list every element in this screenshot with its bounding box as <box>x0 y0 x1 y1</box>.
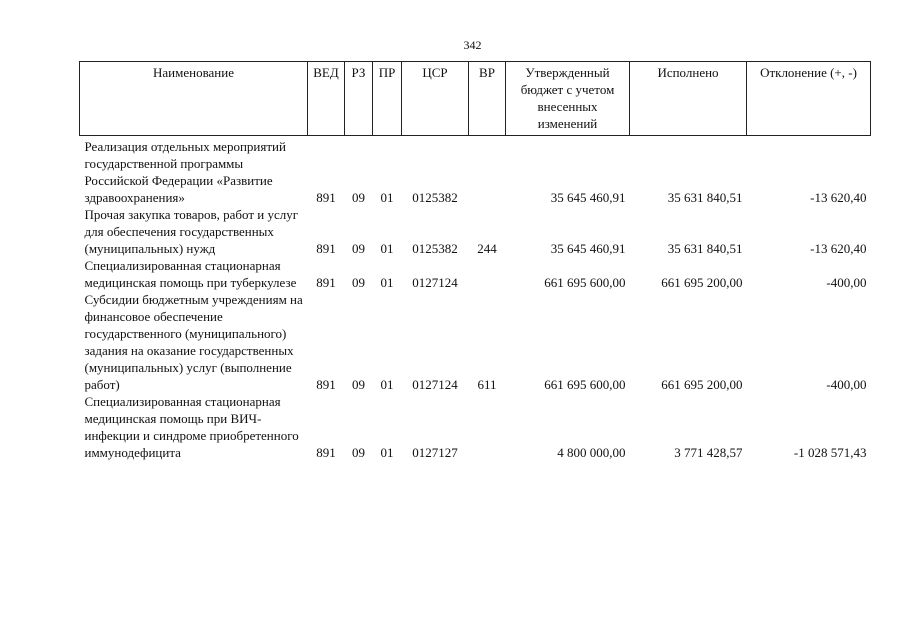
table-row <box>80 291 871 393</box>
header-deviation: Отклонение (+, -) <box>747 62 871 136</box>
budget-execution-table <box>79 61 871 461</box>
row-csr: 0127124 <box>412 377 458 392</box>
row-pr: 01 <box>380 241 394 256</box>
row-rz: 09 <box>352 377 365 392</box>
row-csr: 0125382 <box>412 241 458 256</box>
row-vr <box>469 136 506 207</box>
row-name: Субсидии бюджетным учреждениям на финансовое обеспечение государственного (муниципального) задания на оказание государственных (муниципальных) услуг (выполнение работ) <box>84 292 303 392</box>
row-rz: 09 <box>352 275 365 290</box>
row-vr: 611 <box>477 377 497 392</box>
table-row <box>80 206 871 257</box>
row-name: Специализированная стационарная медицинская помощь при туберкулезе <box>84 258 297 290</box>
row-ved: 891 <box>316 445 336 460</box>
row-rz: 09 <box>352 241 365 256</box>
row-approved: 35 645 460,91 <box>550 241 626 256</box>
header-csr: ЦСР <box>402 62 469 136</box>
row-ved: 891 <box>316 275 336 290</box>
header-vr: ВР <box>469 62 506 136</box>
row-deviation: -13 620,40 <box>810 241 867 256</box>
row-executed: 35 631 840,51 <box>667 241 743 256</box>
row-csr: 0127124 <box>412 275 458 290</box>
row-executed: 661 695 200,00 <box>661 377 743 392</box>
header-ved: ВЕД <box>308 62 345 136</box>
row-approved: 661 695 600,00 <box>544 377 626 392</box>
row-name: Прочая закупка товаров, работ и услуг для обеспечения государственных (муниципальных) нужд <box>84 207 299 256</box>
row-csr: 0127127 <box>412 445 458 460</box>
table-header-row <box>80 62 871 136</box>
row-deviation: -1 028 571,43 <box>793 445 867 460</box>
row-executed: 35 631 840,51 <box>667 190 743 205</box>
row-approved: 35 645 460,91 <box>550 190 626 205</box>
page-number: 342 <box>463 38 482 52</box>
row-ved: 891 <box>316 241 336 256</box>
header-pr: ПР <box>373 62 402 136</box>
table-row <box>80 393 871 461</box>
header-name: Наименование <box>80 62 308 136</box>
row-pr: 01 <box>380 190 394 205</box>
row-approved: 661 695 600,00 <box>544 275 626 290</box>
table-row <box>80 136 871 207</box>
row-ved: 891 <box>316 377 336 392</box>
row-deviation: -400,00 <box>826 275 867 290</box>
row-vr <box>469 257 506 291</box>
row-name: Специализированная стационарная медицинская помощь при ВИЧ-инфекции и синдроме приобретенного иммунодефицита <box>84 394 299 460</box>
row-pr: 01 <box>380 445 394 460</box>
row-csr: 0125382 <box>412 190 458 205</box>
table-row <box>80 257 871 291</box>
row-executed: 3 771 428,57 <box>674 445 743 460</box>
row-approved: 4 800 000,00 <box>557 445 626 460</box>
header-executed: Исполнено <box>630 62 747 136</box>
row-name: Реализация отдельных мероприятий государственной программы Российской Федерации «Развитие здравоохранения» <box>84 139 286 205</box>
row-pr: 01 <box>380 377 394 392</box>
header-rz: РЗ <box>345 62 373 136</box>
row-rz: 09 <box>352 190 365 205</box>
row-ved: 891 <box>316 190 336 205</box>
row-executed: 661 695 200,00 <box>661 275 743 290</box>
header-approved: Утвержденный бюджет с учетом внесенных изменений <box>506 62 630 136</box>
row-vr: 244 <box>477 241 497 256</box>
row-vr <box>469 393 506 461</box>
row-pr: 01 <box>380 275 394 290</box>
row-deviation: -400,00 <box>826 377 867 392</box>
row-rz: 09 <box>352 445 365 460</box>
row-deviation: -13 620,40 <box>810 190 867 205</box>
